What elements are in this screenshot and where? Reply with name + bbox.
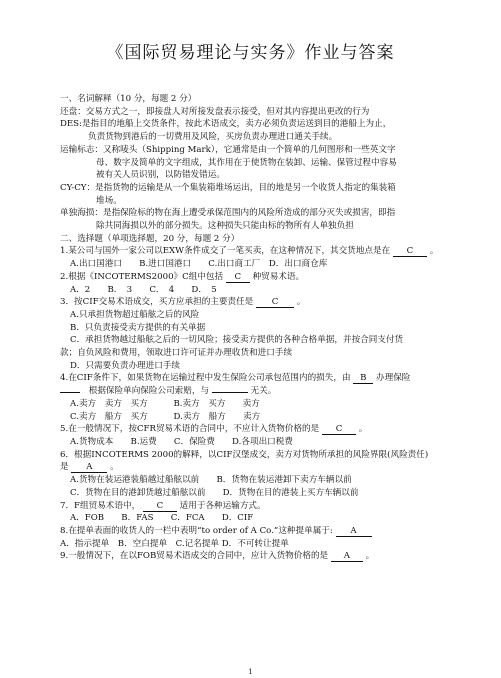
page-number: 1 — [248, 668, 253, 676]
question-6-options-ab: A.货物在装运港装船越过船舷以前 B．货物在装运港卸下卖方车辆以前 — [70, 475, 352, 486]
answer-blank-2: C — [226, 272, 250, 283]
question-6-cont: 是 A 。 — [60, 462, 119, 473]
question-4-options-ab: A.卖方 卖方 买方 B.卖方 买方 卖方 — [70, 398, 260, 409]
question-6: 6．根据INCOTERMS 2000的解释，以CIF汉堡成交，卖方对货物所承担的风险界限(风险责任) — [60, 449, 429, 460]
definition-cy-cy-cont: 堆场。 — [96, 195, 122, 206]
question-7-options: A．FOB B．FAS C．FCA D．CIF — [70, 513, 254, 524]
definition-particular-average-cont: 除共同海损以外的部分损失。这种损失只能由标的物所有人单独负担 — [96, 221, 354, 232]
question-3-option-c: C．承担货物越过船舷之后的一切风险；接受卖方提供的各种合格单据，并按合同支付货 — [70, 335, 404, 346]
document-title: 《国际贸易理论与实务》作业与答案 — [106, 43, 395, 63]
definition-counter-offer: 还盘：交易方式之一，即接盘人对所接发盘表示接受，但对其内容提出更改的行为 — [60, 106, 370, 117]
question-7: 7．F组贸易术语中， C 适用于各种运输方式。 — [60, 500, 266, 511]
section-heading-definitions: 一、名词解释（10 分，每题 2 分） — [60, 94, 197, 104]
answer-blank-6: A — [71, 462, 107, 473]
question-5-options: A.货物成本 B.运费 C．保险费 D.各项出口税费 — [70, 436, 293, 447]
blank-4c — [212, 392, 248, 393]
question-1-options: A.出口国港口 B.进口国港口 C.出口商工厂 D．出口商仓库 — [70, 259, 328, 270]
answer-blank-1: C — [393, 246, 427, 257]
question-3-option-c-cont: 款；自负风险和费用，领取进口许可证并办理收货和进口手续 — [60, 348, 293, 359]
question-4-options-cd: C.卖方 船方 买方 D.卖方 船方 卖方 — [70, 411, 261, 422]
definition-shipping-mark-cont: 被有关人员识别，以防错发错运。 — [96, 170, 225, 181]
question-9: 9.一般情况下，在以FOB贸易术语成交的合同中，应计入货物价格的是 A 。 — [60, 551, 375, 562]
definition-particular-average: 单独海损：是指保险标的物在海上遭受承保范围内的风险所造成的部分灭失或损害，即指 — [60, 208, 396, 219]
question-2-options: A．2 B． 3 C． 4 D． 5 — [70, 284, 217, 295]
document-body — [60, 93, 468, 563]
question-6-options-cd: C．货物在目的港卸货越过船舷以前 D．货物在目的港装上买方车辆以前 — [70, 487, 359, 498]
answer-blank-8: A — [336, 526, 372, 537]
definition-shipping-mark-cont: 母、数字及简单的文字组成，其作用在于使货物在装卸、运输、保管过程中容易 — [96, 157, 397, 168]
answer-blank-4: B — [353, 373, 373, 384]
question-3: 3．按CIF交易术语成交，买方应承担的主要责任是 C 。 — [60, 297, 306, 308]
answer-blank-5: C — [322, 424, 356, 435]
section-heading-choice: 二、选择题（单项选择题，20 分，每题 2 分） — [60, 233, 240, 244]
question-1: 1.某公司与国外一家公司以EXW条件成交了一笔买卖，在这种情况下，其交货地点是在 C 。 — [60, 246, 439, 257]
question-8: 8.在提单表面的收货人的一栏中表明“to order of A Co.”这种提单属于: A — [60, 525, 468, 538]
question-4: 4.在CIF条件下，如果货物在运输过程中发生保险公司承包范围内的损失，由 B 办理保险 — [60, 373, 411, 384]
answer-blank-7: C — [143, 501, 177, 512]
definition-des: DES:是指目的地船上交货条件，按此术语成交，卖方必须负责运送到目的港船上为止， — [60, 119, 392, 130]
question-3-option-d: D．只需要负责办理进口手续 — [70, 360, 181, 371]
definition-des-cont: 负责货物到港后的一切费用及风险，买房负责办理进口通关手续。 — [88, 132, 338, 143]
definition-cy-cy: CY-CY：是指货物的运输是从一个集装箱堆场运出，目的地是另一个收货人指定的集装箱 — [60, 182, 396, 193]
question-5: 5.在一般情况下，按CFR贸易术语的合同中，不应计入货物价格的是 C 。 — [60, 424, 368, 435]
answer-blank-3: C — [256, 297, 294, 308]
question-8-options: A．指示提单 B．空白提单 C.记名提单 D．不可转让提单 — [60, 538, 289, 549]
question-2: 2.根据《INCOTERMS2000》C组中包括 C 种贸易术语。 — [60, 271, 305, 282]
question-3-option-b: B．只负责接受卖方提供的有关单据 — [70, 322, 206, 333]
blank-4b — [60, 392, 80, 393]
answer-blank-9: A — [331, 551, 363, 562]
question-4-cont: 根据保险单向保险公司索赔，与 无关。 — [60, 385, 468, 398]
definition-shipping-mark: 运输标志：又称唛头（Shipping Mark），它通常是由一个简单的几何图形和一些英文字 — [60, 144, 396, 155]
question-3-option-a: A.只承担货物超过船舷之后的风险 — [70, 309, 200, 320]
